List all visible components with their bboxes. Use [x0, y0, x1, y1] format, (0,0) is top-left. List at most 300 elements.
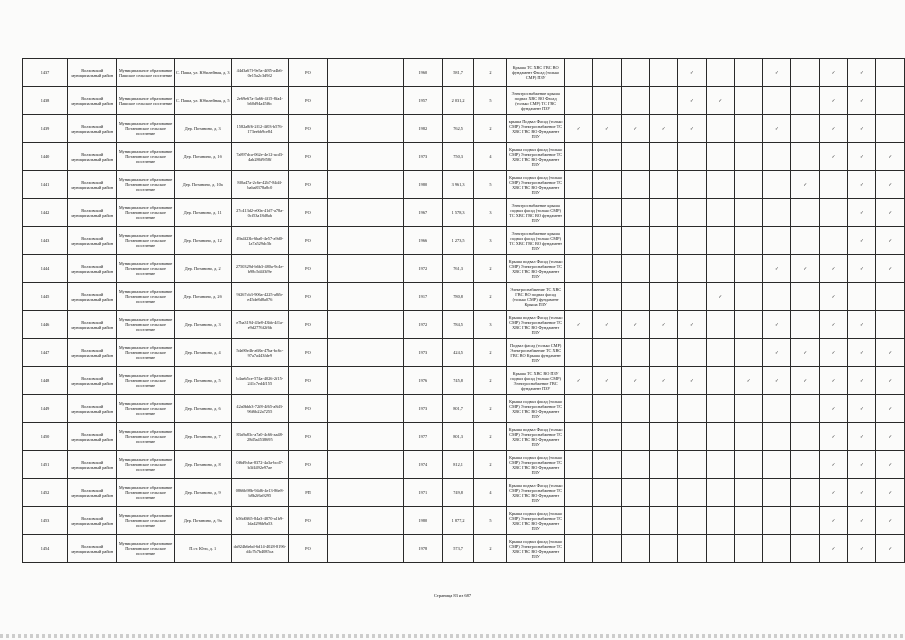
year-cell: 1973: [403, 395, 442, 423]
housing-register-table: [22, 58, 905, 563]
ownership-cell: РО: [288, 451, 327, 479]
check-mark-icon: ✓: [848, 507, 876, 535]
empty-check-cell: [876, 59, 905, 87]
check-mark-icon: ✓: [621, 367, 649, 395]
empty-check-cell: [706, 479, 734, 507]
empty-check-cell: [621, 227, 649, 255]
table-row: [23, 199, 905, 227]
check-mark-icon: ✓: [848, 115, 876, 143]
settlement-cell: Муниципальное образование Потанинское сельское поселение: [117, 227, 174, 255]
empty-check-cell: [734, 115, 762, 143]
ownership-cell: РО: [288, 143, 327, 171]
address-cell: Дер. Потанино, д. 2б: [174, 283, 231, 311]
empty-check-cell: [706, 171, 734, 199]
empty-check-cell: [621, 171, 649, 199]
area-cell: 750,3: [442, 143, 473, 171]
blank-cell: [327, 395, 403, 423]
table-row: [23, 451, 905, 479]
works-cell: Крыша ТС ХВС ВО ПЗУ подвал фасад (только СМР) Электроснабжение ГВС фундамент ПЗУ: [507, 367, 564, 395]
area-cell: 812,1: [442, 451, 473, 479]
area-cell: 762,5: [442, 115, 473, 143]
district-cell: Волховский муниципальный район: [67, 423, 116, 451]
empty-check-cell: [649, 255, 677, 283]
blank-cell: [327, 143, 403, 171]
area-cell: 1 578,3: [442, 199, 473, 227]
empty-check-cell: [876, 311, 905, 339]
empty-check-cell: [734, 339, 762, 367]
year-cell: 1980: [403, 507, 442, 535]
empty-check-cell: [706, 451, 734, 479]
blank-cell: [327, 479, 403, 507]
empty-check-cell: [763, 507, 791, 535]
guid-cell: 49a4f23b-6ba0-4e57-a9d0-1a7a529dc5b: [231, 227, 288, 255]
empty-check-cell: [763, 395, 791, 423]
address-cell: Дер. Потанино, д. 6: [174, 395, 231, 423]
empty-check-cell: [791, 507, 819, 535]
floors-cell: 3: [474, 227, 507, 255]
empty-check-cell: [678, 339, 706, 367]
empty-check-cell: [791, 479, 819, 507]
empty-check-cell: [593, 255, 621, 283]
blank-cell: [327, 535, 403, 563]
check-mark-icon: ✓: [621, 311, 649, 339]
check-mark-icon: ✓: [593, 115, 621, 143]
area-cell: 1 877,2: [442, 507, 473, 535]
table-row: [23, 423, 905, 451]
empty-check-cell: [564, 535, 592, 563]
empty-check-cell: [593, 143, 621, 171]
check-mark-icon: ✓: [791, 339, 819, 367]
check-mark-icon: ✓: [876, 423, 905, 451]
area-cell: 3 961,3: [442, 171, 473, 199]
guid-cell: 9f267cb3-906a-4225-a8fb-e45de8d8a076: [231, 283, 288, 311]
floors-cell: 2: [474, 451, 507, 479]
ownership-cell: РО: [288, 367, 327, 395]
empty-check-cell: [791, 311, 819, 339]
check-mark-icon: ✓: [819, 479, 847, 507]
empty-check-cell: [593, 171, 621, 199]
empty-check-cell: [791, 283, 819, 311]
address-cell: Дер. Потанино, д. 8: [174, 451, 231, 479]
check-mark-icon: ✓: [819, 255, 847, 283]
empty-check-cell: [564, 199, 592, 227]
works-cell: Электроснабжение крыша подвал фасад (только СМР) ТС ХВС ГВС ВО фундамент ПЗУ: [507, 199, 564, 227]
empty-check-cell: [763, 87, 791, 115]
empty-check-cell: [819, 171, 847, 199]
empty-check-cell: [649, 143, 677, 171]
floors-cell: 2: [474, 367, 507, 395]
blank-cell: [327, 227, 403, 255]
works-cell: Крыша подвал фасад (только СМР) Электроснабжение ТС ХВС ГВС ВО Фундамент ПЗУ: [507, 507, 564, 535]
settlement-cell: Муниципальное образование Потанинское сельское поселение: [117, 479, 174, 507]
check-mark-icon: ✓: [848, 451, 876, 479]
settlement-cell: Муниципальное образование Потанинское сельское поселение: [117, 339, 174, 367]
year-cell: 1972: [403, 255, 442, 283]
empty-check-cell: [876, 283, 905, 311]
blank-cell: [327, 339, 403, 367]
check-mark-icon: ✓: [819, 283, 847, 311]
district-cell: Волховский муниципальный район: [67, 451, 116, 479]
empty-check-cell: [763, 423, 791, 451]
check-mark-icon: ✓: [848, 143, 876, 171]
empty-check-cell: [734, 171, 762, 199]
table-body: [23, 59, 905, 563]
check-mark-icon: ✓: [678, 59, 706, 87]
empty-check-cell: [678, 423, 706, 451]
check-mark-icon: ✓: [876, 507, 905, 535]
empty-check-cell: [593, 59, 621, 87]
page-number: Страница 83 из 687: [433, 593, 472, 598]
settlement-cell: Муниципальное образование Потанинское сельское поселение: [117, 451, 174, 479]
check-mark-icon: ✓: [876, 367, 905, 395]
guid-cell: e7ba3194-43e8-43bb-4f1a-e9d2776f2f6b: [231, 311, 288, 339]
empty-check-cell: [649, 59, 677, 87]
empty-check-cell: [734, 507, 762, 535]
ownership-cell: РО: [288, 115, 327, 143]
works-cell: Крыша подвал фасад (только СМР) Электроснабжение ТС ХВС ГВС ВО Фундамент ПЗУ: [507, 451, 564, 479]
district-cell: Волховский муниципальный район: [67, 311, 116, 339]
floors-cell: 2: [474, 339, 507, 367]
blank-cell: [327, 423, 403, 451]
check-mark-icon: ✓: [678, 311, 706, 339]
check-mark-icon: ✓: [819, 395, 847, 423]
empty-check-cell: [593, 507, 621, 535]
works-cell: Крыша подвал фасад (только СМР) Электроснабжение ТС ХВС ГВС ВО Фундамент ПЗУ: [507, 171, 564, 199]
check-mark-icon: ✓: [819, 115, 847, 143]
check-mark-icon: ✓: [819, 535, 847, 563]
guid-cell: b4aeb5ce-574a-4026-2f15-241c7ed4f155: [231, 367, 288, 395]
address-cell: Дер. Потанино, д. 12: [174, 227, 231, 255]
empty-check-cell: [734, 479, 762, 507]
district-cell: Волховский муниципальный район: [67, 87, 116, 115]
empty-check-cell: [678, 143, 706, 171]
year-cell: 1974: [403, 451, 442, 479]
empty-check-cell: [621, 339, 649, 367]
address-cell: Дер. Потанино, д. 7: [174, 423, 231, 451]
empty-check-cell: [564, 283, 592, 311]
address-cell: Дер. Потанино, д. 10а: [174, 171, 231, 199]
empty-check-cell: [763, 143, 791, 171]
check-mark-icon: ✓: [791, 367, 819, 395]
check-mark-icon: ✓: [876, 227, 905, 255]
empty-check-cell: [621, 535, 649, 563]
district-cell: Волховский муниципальный район: [67, 227, 116, 255]
empty-check-cell: [649, 395, 677, 423]
empty-check-cell: [593, 535, 621, 563]
works-cell: Электроснабжение ТС ХВС ГВС ВО подвал фасад (только СМР) фундамент Крыша ПЗУ: [507, 283, 564, 311]
guid-cell: 1582a8f6-2f12-4f03-b576-173eebb9ce84: [231, 115, 288, 143]
blank-cell: [327, 311, 403, 339]
empty-check-cell: [649, 171, 677, 199]
settlement-cell: Муниципальное образование Потанинское сельское поселение: [117, 423, 174, 451]
check-mark-icon: ✓: [649, 311, 677, 339]
empty-check-cell: [621, 143, 649, 171]
empty-check-cell: [649, 507, 677, 535]
area-cell: 424,5: [442, 339, 473, 367]
empty-check-cell: [649, 227, 677, 255]
empty-check-cell: [593, 227, 621, 255]
row-number: 1444: [23, 255, 68, 283]
guid-cell: 8f0a47a-2c6e-42b7-84d4-baba8378a8c0: [231, 171, 288, 199]
row-number: 1442: [23, 199, 68, 227]
works-cell: крыша Подвал Фасад (только СМР) Электроснабжение ТС ХВС ГВС ВО Фундамент ПЗУ: [507, 115, 564, 143]
empty-check-cell: [593, 395, 621, 423]
check-mark-icon: ✓: [848, 255, 876, 283]
floors-cell: 2: [474, 115, 507, 143]
check-mark-icon: ✓: [678, 115, 706, 143]
table-row: [23, 115, 905, 143]
empty-check-cell: [564, 395, 592, 423]
check-mark-icon: ✓: [621, 115, 649, 143]
check-mark-icon: ✓: [876, 395, 905, 423]
empty-check-cell: [564, 87, 592, 115]
check-mark-icon: ✓: [649, 367, 677, 395]
empty-check-cell: [791, 535, 819, 563]
district-cell: Волховский муниципальный район: [67, 283, 116, 311]
empty-check-cell: [621, 87, 649, 115]
area-cell: 761,3: [442, 255, 473, 283]
row-number: 1439: [23, 115, 68, 143]
empty-check-cell: [763, 171, 791, 199]
table-row: [23, 395, 905, 423]
empty-check-cell: [763, 283, 791, 311]
empty-check-cell: [564, 143, 592, 171]
settlement-cell: Муниципальное образование Потанинское сельское поселение: [117, 311, 174, 339]
blank-cell: [327, 87, 403, 115]
check-mark-icon: ✓: [876, 451, 905, 479]
address-cell: С. Паша, ул. Юбилейная, д. 3: [174, 59, 231, 87]
check-mark-icon: ✓: [678, 367, 706, 395]
empty-check-cell: [763, 479, 791, 507]
district-cell: Волховский муниципальный район: [67, 507, 116, 535]
empty-check-cell: [621, 283, 649, 311]
row-number: 1438: [23, 87, 68, 115]
empty-check-cell: [678, 227, 706, 255]
year-cell: 1982: [403, 115, 442, 143]
empty-check-cell: [621, 423, 649, 451]
area-cell: 780,8: [442, 283, 473, 311]
settlement-cell: Муниципальное образование Потанинское сельское поселение: [117, 283, 174, 311]
table-row: [23, 535, 905, 563]
empty-check-cell: [706, 227, 734, 255]
empty-check-cell: [706, 535, 734, 563]
blank-cell: [327, 451, 403, 479]
empty-check-cell: [706, 143, 734, 171]
ownership-cell: РО: [288, 227, 327, 255]
blank-cell: [327, 59, 403, 87]
table-row: [23, 479, 905, 507]
check-mark-icon: ✓: [593, 367, 621, 395]
empty-check-cell: [678, 171, 706, 199]
table-row: [23, 311, 905, 339]
empty-check-cell: [593, 283, 621, 311]
district-cell: Волховский муниципальный район: [67, 367, 116, 395]
row-number: 1446: [23, 311, 68, 339]
ownership-cell: РО: [288, 171, 327, 199]
settlement-cell: Муниципальное образование Потанинское сельское поселение: [117, 367, 174, 395]
empty-check-cell: [678, 283, 706, 311]
area-cell: 784,5: [442, 311, 473, 339]
empty-check-cell: [706, 255, 734, 283]
table-row: [23, 339, 905, 367]
year-cell: 1978: [403, 535, 442, 563]
check-mark-icon: ✓: [763, 255, 791, 283]
empty-check-cell: [734, 227, 762, 255]
year-cell: 1976: [403, 367, 442, 395]
empty-check-cell: [678, 199, 706, 227]
empty-check-cell: [593, 199, 621, 227]
empty-check-cell: [791, 143, 819, 171]
row-number: 1440: [23, 143, 68, 171]
works-cell: Крыша ТС ХВС ГВС ВО фундамент Фасад (только СМР) ПЗУ: [507, 59, 564, 87]
settlement-cell: Муниципальное образование Потанинское сельское поселение: [117, 395, 174, 423]
empty-check-cell: [791, 59, 819, 87]
check-mark-icon: ✓: [678, 87, 706, 115]
guid-cell: 44d3a67f-9e5a-4f85-a4b6-0e15a2c3d9f2: [231, 59, 288, 87]
blank-cell: [327, 171, 403, 199]
empty-check-cell: [564, 59, 592, 87]
year-cell: 1966: [403, 227, 442, 255]
guid-cell: 0866b98b-94d6-4e13-86e8-b8b2f6a9295: [231, 479, 288, 507]
works-cell: Крыша подвал Фасад (только СМР) Электроснабжение ТС ХВС ГВС ВО Фундамент ПЗУ: [507, 423, 564, 451]
empty-check-cell: [621, 507, 649, 535]
check-mark-icon: ✓: [848, 367, 876, 395]
check-mark-icon: ✓: [848, 87, 876, 115]
floors-cell: 4: [474, 479, 507, 507]
settlement-cell: Муниципальное образование Потанинское сельское поселение: [117, 115, 174, 143]
check-mark-icon: ✓: [848, 423, 876, 451]
blank-cell: [327, 255, 403, 283]
ownership-cell: РО: [288, 255, 327, 283]
check-mark-icon: ✓: [819, 507, 847, 535]
empty-check-cell: [734, 199, 762, 227]
guid-cell: 0f6d9cba-8372-4a3a-bcd7-b3f4492e97ae: [231, 451, 288, 479]
check-mark-icon: ✓: [848, 339, 876, 367]
empty-check-cell: [706, 423, 734, 451]
row-number: 1451: [23, 451, 68, 479]
empty-check-cell: [621, 479, 649, 507]
check-mark-icon: ✓: [848, 59, 876, 87]
empty-check-cell: [763, 451, 791, 479]
empty-check-cell: [734, 535, 762, 563]
year-cell: 1977: [403, 423, 442, 451]
blank-cell: [327, 283, 403, 311]
blank-cell: [327, 507, 403, 535]
year-cell: 1973: [403, 339, 442, 367]
check-mark-icon: ✓: [564, 367, 592, 395]
check-mark-icon: ✓: [819, 311, 847, 339]
empty-check-cell: [706, 311, 734, 339]
empty-check-cell: [593, 87, 621, 115]
empty-check-cell: [678, 535, 706, 563]
empty-check-cell: [706, 339, 734, 367]
check-mark-icon: ✓: [848, 171, 876, 199]
floors-cell: 3: [474, 199, 507, 227]
settlement-cell: Муниципальное образование Потанинское сельское поселение: [117, 535, 174, 563]
row-number: 1448: [23, 367, 68, 395]
empty-check-cell: [791, 451, 819, 479]
address-cell: Дер. Потанино, д. 4: [174, 339, 231, 367]
check-mark-icon: ✓: [848, 311, 876, 339]
empty-check-cell: [564, 423, 592, 451]
empty-check-cell: [621, 451, 649, 479]
floors-cell: 2: [474, 423, 507, 451]
district-cell: Волховский муниципальный район: [67, 143, 116, 171]
check-mark-icon: ✓: [706, 87, 734, 115]
empty-check-cell: [678, 255, 706, 283]
empty-check-cell: [564, 507, 592, 535]
empty-check-cell: [819, 227, 847, 255]
empty-check-cell: [763, 199, 791, 227]
floors-cell: 2: [474, 535, 507, 563]
row-number: 1452: [23, 479, 68, 507]
empty-check-cell: [734, 423, 762, 451]
empty-check-cell: [706, 59, 734, 87]
year-cell: 1957: [403, 87, 442, 115]
check-mark-icon: ✓: [876, 479, 905, 507]
address-cell: Дер. Потанино, д. 2: [174, 255, 231, 283]
ownership-cell: РО: [288, 535, 327, 563]
empty-check-cell: [621, 395, 649, 423]
empty-check-cell: [734, 87, 762, 115]
row-number: 1437: [23, 59, 68, 87]
empty-check-cell: [649, 199, 677, 227]
empty-check-cell: [734, 143, 762, 171]
ownership-cell: РО: [288, 283, 327, 311]
works-cell: Крыша подвал фасад (только СМР) Электроснабжение ТС ХВС ГВС ВО Фундамент ПЗУ: [507, 535, 564, 563]
year-cell: 1917: [403, 283, 442, 311]
empty-check-cell: [649, 535, 677, 563]
empty-check-cell: [734, 311, 762, 339]
blank-cell: [327, 115, 403, 143]
area-cell: 573,7: [442, 535, 473, 563]
empty-check-cell: [564, 339, 592, 367]
guid-cell: 5da90e4b-a68a-47ba-bc6c-97a7a443fde9: [231, 339, 288, 367]
check-mark-icon: ✓: [763, 59, 791, 87]
address-cell: Дер. Потанино, д. 3: [174, 115, 231, 143]
area-cell: 745,8: [442, 367, 473, 395]
check-mark-icon: ✓: [649, 115, 677, 143]
empty-check-cell: [706, 395, 734, 423]
empty-check-cell: [848, 283, 876, 311]
empty-check-cell: [649, 283, 677, 311]
row-number: 1443: [23, 227, 68, 255]
works-cell: Крыша подвал Фасад (только СМР) Электроснабжение ТС ХВС ГВС ВО Фундамент ПЗУ: [507, 311, 564, 339]
check-mark-icon: ✓: [848, 395, 876, 423]
empty-check-cell: [564, 451, 592, 479]
check-mark-icon: ✓: [848, 535, 876, 563]
check-mark-icon: ✓: [819, 367, 847, 395]
row-number: 1449: [23, 395, 68, 423]
address-cell: Дер. Потанино, д. 1б: [174, 143, 231, 171]
empty-check-cell: [621, 59, 649, 87]
settlement-cell: Муниципальное образование Потанинское сельское поселение: [117, 507, 174, 535]
empty-check-cell: [791, 423, 819, 451]
empty-check-cell: [649, 87, 677, 115]
floors-cell: 2: [474, 395, 507, 423]
empty-check-cell: [791, 199, 819, 227]
check-mark-icon: ✓: [819, 423, 847, 451]
district-cell: Волховский муниципальный район: [67, 115, 116, 143]
ownership-cell: РО: [288, 507, 327, 535]
year-cell: 1960: [403, 59, 442, 87]
district-cell: Волховский муниципальный район: [67, 339, 116, 367]
empty-check-cell: [649, 423, 677, 451]
check-mark-icon: ✓: [848, 199, 876, 227]
settlement-cell: Муниципальное образование Потанинское сельское поселение: [117, 199, 174, 227]
ownership-cell: РО: [288, 59, 327, 87]
empty-check-cell: [649, 451, 677, 479]
